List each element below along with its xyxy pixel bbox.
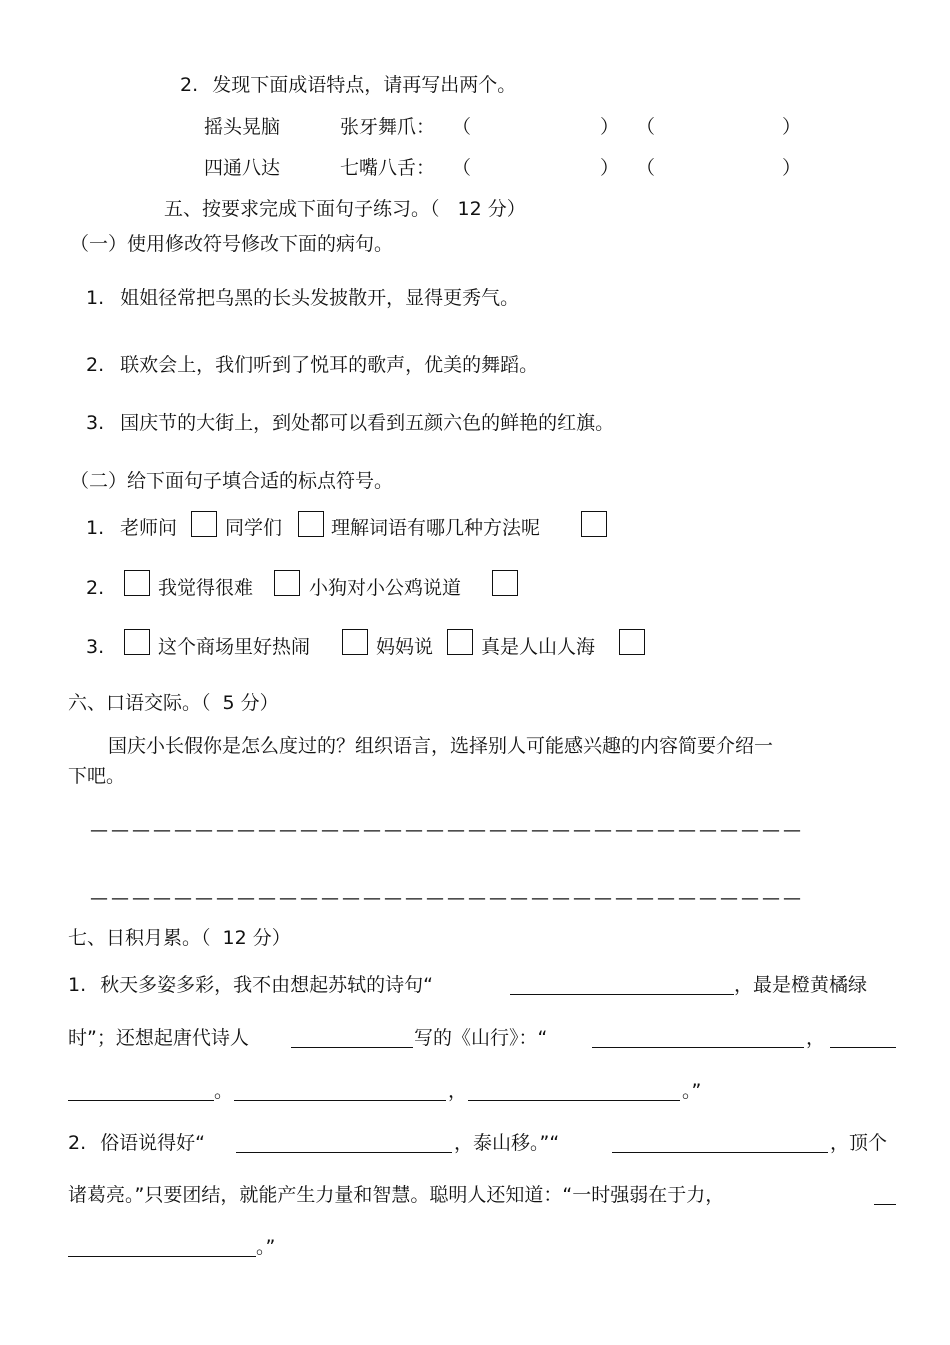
proverb-question-line-1: 2. 俗语说得好“ (68, 1132, 205, 1154)
question-number: 2. (180, 74, 199, 96)
poem-text: 时”；还想起唐代诗人 (68, 1027, 249, 1049)
idiom-example: 摇头晃脑 (204, 116, 281, 138)
proverb-text: 诸葛亮。”只要团结，就能产生力量和智慧。聪明人还知道：“一时强弱在于力， (68, 1184, 725, 1206)
part-2-heading: （二）给下面句子填合适的标点符号。 (70, 470, 394, 492)
fill-blank[interactable] (468, 1080, 680, 1101)
idiom-example: 四通八达 (204, 157, 281, 179)
poem-text: 写的《山行》：“ (414, 1027, 548, 1049)
question-text: 发现下面成语特点，请再写出两个。 (212, 74, 517, 96)
fill-blank[interactable] (830, 1027, 896, 1048)
punctuation-box[interactable] (619, 629, 645, 655)
proverb-text: ，顶个 (830, 1132, 888, 1154)
punct-text: 同学们 (225, 517, 283, 539)
answer-dash-line[interactable]: —————————————————————————————————— (90, 888, 804, 909)
idiom-row-1 (204, 114, 280, 140)
idiom-row-2 (204, 155, 280, 181)
proverb-text: 。” (256, 1236, 276, 1258)
punctuation-box[interactable] (447, 629, 473, 655)
fill-blank[interactable] (234, 1080, 446, 1101)
fill-blank-poet[interactable] (291, 1027, 413, 1048)
punct-text: 妈妈说 (376, 636, 434, 658)
answer-dash-line[interactable]: —————————————————————————————————— (90, 820, 804, 841)
answer-paren-close: ） (600, 157, 620, 179)
speaking-prompt-line-1: 国庆小长假你是怎么度过的？组织语言，选择别人可能感兴趣的内容简要介绍一 (108, 735, 774, 757)
fill-blank[interactable] (592, 1027, 804, 1048)
section-5-title: 五、按要求完成下面句子练习。（ 12 分） (164, 198, 526, 220)
poem-text: ， (806, 1027, 826, 1049)
part-1-heading: （一）使用修改符号修改下面的病句。 (70, 233, 394, 255)
punct-item-number: 2. (86, 577, 105, 599)
punctuation-box[interactable] (342, 629, 368, 655)
punctuation-box[interactable] (124, 570, 150, 596)
poem-text: 。 (214, 1080, 234, 1102)
poem-text: 。” (682, 1080, 702, 1102)
answer-paren-open: （ (452, 157, 472, 179)
proverb-text: ，泰山移。”“ (454, 1132, 560, 1154)
punct-text: 老师问 (120, 517, 178, 539)
answer-paren-close: ） (782, 157, 802, 179)
punctuation-box[interactable] (191, 511, 217, 537)
answer-paren-close: ） (782, 116, 802, 138)
fill-blank[interactable] (236, 1132, 452, 1153)
punct-text: 理解词语有哪几种方法呢 (331, 517, 541, 539)
punctuation-box[interactable] (298, 511, 324, 537)
punct-item-number: 3. (86, 636, 105, 658)
fill-blank[interactable] (874, 1184, 896, 1205)
punctuation-box[interactable] (492, 570, 518, 596)
punct-text: 我觉得很难 (158, 577, 254, 599)
punctuation-box[interactable] (581, 511, 607, 537)
punctuation-box[interactable] (124, 629, 150, 655)
punctuation-box[interactable] (274, 570, 300, 596)
punct-text: 小狗对小公鸡说道 (309, 577, 462, 599)
fill-blank[interactable] (68, 1080, 214, 1101)
fill-blank[interactable] (510, 974, 734, 995)
answer-paren-open: （ (452, 116, 472, 138)
punct-item-number: 1. (86, 517, 105, 539)
idiom-row-1-example-b: 张牙舞爪： (340, 116, 436, 138)
poem-text: ，最是橙黄橘绿 (734, 974, 868, 996)
sick-sentence-1: 1. 姐姐径常把乌黑的长头发披散开，显得更秀气。 (86, 287, 520, 309)
answer-paren-open: （ (636, 157, 656, 179)
section-6-title: 六、口语交际。（ 5 分） (68, 692, 279, 714)
poem-text: ， (448, 1080, 468, 1102)
section-7-title: 七、日积月累。（ 12 分） (68, 927, 291, 949)
sick-sentence-2: 2. 联欢会上，我们听到了悦耳的歌声，优美的舞蹈。 (86, 354, 539, 376)
punct-text: 这个商场里好热闹 (158, 636, 311, 658)
punct-text: 真是人山人海 (481, 636, 596, 658)
idiom-question (180, 72, 516, 98)
poem-question-line-1: 1. 秋天多姿多彩，我不由想起苏轼的诗句“ (68, 974, 433, 996)
fill-blank[interactable] (68, 1236, 256, 1257)
speaking-prompt-line-2: 下吧。 (68, 765, 126, 787)
idiom-row-2-example-b: 七嘴八舌： (340, 157, 436, 179)
fill-blank[interactable] (612, 1132, 828, 1153)
sick-sentence-3: 3. 国庆节的大街上，到处都可以看到五颜六色的鲜艳的红旗。 (86, 412, 615, 434)
answer-paren-close: ） (600, 116, 620, 138)
answer-paren-open: （ (636, 116, 656, 138)
